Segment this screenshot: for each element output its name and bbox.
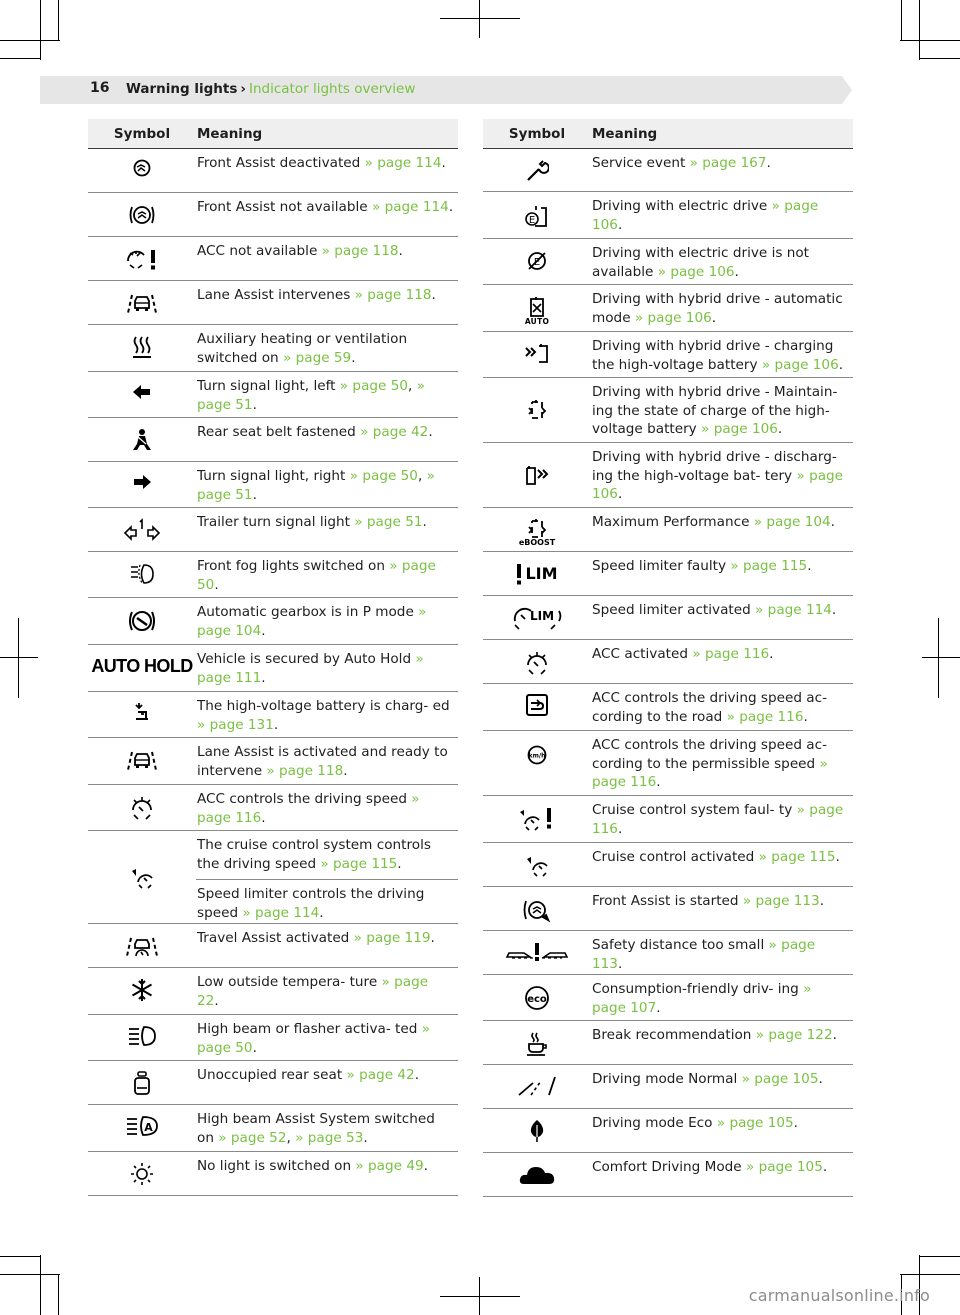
row-meaning: ACC activated » page 116. [592,646,774,662]
page-reference-link[interactable]: » page 119 [353,930,431,946]
mode-normal-icon [517,1075,557,1097]
crop-mark [58,0,59,40]
page-reference-link[interactable]: » page 114 [242,905,320,922]
svg-text:LIM: LIM [529,608,555,623]
row-meaning: No light is switched on » page 49. [197,1158,428,1174]
row-meaning: Turn signal light, left » page 50, » page 51. [197,378,425,413]
row-meaning: Front Assist is started » page 113. [592,893,825,909]
breadcrumb-separator: › [240,81,246,97]
crop-mark [919,1255,920,1315]
page-reference-link[interactable]: » page 118 [354,287,432,303]
front-assist-started-icon [522,897,552,923]
page-reference-link[interactable]: » page 42 [360,424,429,440]
hybrid-auto-icon [527,296,547,318]
table-row [483,1109,853,1153]
table-row [483,975,853,1021]
crop-mark [920,58,960,59]
svg-text:A: A [144,1121,153,1134]
table-row [483,931,853,975]
crop-mark [58,1275,59,1315]
table-row [483,378,853,443]
svg-text:km/h: km/h [528,752,546,760]
row-meaning: Driving with hybrid drive - Maintain- ing the state of charge of the high- voltage battery » page 106. [592,384,838,438]
row-meaning: Lane Assist is activated and ready to intervene » page 118. [197,744,448,779]
row-meaning: Front fog lights switched on » page 50. [197,558,436,593]
table-row [88,924,458,968]
table-row [88,462,458,508]
page-reference-link[interactable]: » page 50 [197,558,436,593]
table-row [88,968,458,1015]
page-reference-link[interactable]: » page 115 [730,558,808,574]
row-meaning: Lane Assist intervenes » page 118. [197,287,436,303]
page-reference-link[interactable]: » page 115 [320,855,398,872]
svg-text:E: E [533,257,541,268]
table-row [88,831,458,924]
snowflake-icon [130,978,154,1002]
eco-driving-icon [524,985,550,1011]
table-row [483,1153,853,1197]
row-meaning: Driving mode Normal » page 105. [592,1071,823,1087]
table-row [483,596,853,640]
speedometer-arrow-icon [129,865,155,889]
page-number: 16 [90,80,110,96]
row-meaning: Break recommendation » page 122. [592,1027,837,1043]
wrench-icon [525,159,549,183]
row-meaning: High beam Assist System switched on » page 52, » page 53. [197,1111,435,1146]
page-reference-link[interactable]: » page 53 [295,1129,364,1146]
row-meaning: Comfort Driving Mode » page 105. [592,1159,828,1175]
hybrid-charging-icon [524,342,550,364]
table-row [483,552,853,596]
page-reference-link[interactable]: » page 105 [745,1159,823,1175]
row-meaning: Cruise control system faul- ty » page 116. [592,802,844,837]
table-row [88,418,458,462]
crop-mark [920,1256,960,1257]
table-row [88,692,458,738]
crop-mark [479,0,480,38]
page-reference-link[interactable]: » page 113 [742,893,820,909]
page-reference-link[interactable]: » page 116 [592,802,844,837]
table-row [88,193,458,237]
table-row [88,281,458,325]
electric-drive-icon [523,202,551,230]
eboost-icon [525,518,549,538]
page-reference-link[interactable]: » page 104 [197,604,427,639]
turn-signal-right-icon [132,472,152,492]
row-meaning: The cruise control system controls the driving speed » page 115. [197,837,431,872]
page-reference-link[interactable]: » page 104 [753,514,831,530]
row-meaning: Speed limiter faulty » page 115. [592,558,812,574]
table-row [88,508,458,552]
row-meaning: ACC not available » page 118. [197,243,403,259]
table-row [483,443,853,508]
page-reference-link[interactable]: » page 107 [592,981,812,1016]
acc-not-available-icon [124,247,160,271]
table-row [88,237,458,281]
table-row [88,1061,458,1105]
row-meaning: Maximum Performance » page 104. [592,514,835,530]
breadcrumb-subsection[interactable]: Indicator lights overview [249,81,416,97]
crop-mark [900,40,960,41]
coffee-cup-icon [525,1031,549,1057]
turn-signal-left-icon [132,382,152,402]
table-row [483,731,853,796]
acc-activated-icon [523,650,551,676]
page-reference-link[interactable]: » page 113 [592,937,816,972]
high-beam-icon [127,1025,157,1047]
row-meaning: Front Assist not available » page 114. [197,199,454,215]
row-meaning: The high-voltage battery is charg- ed » page 131. [197,698,450,733]
page-reference-link[interactable]: » page 106 [657,263,735,280]
trailer-turn-signal-icon [123,518,161,542]
row-meaning: Unoccupied rear seat » page 42. [197,1067,420,1083]
row-meaning: Safety distance too small » page 113. [592,937,816,972]
page-reference-link[interactable]: » page 116 [726,708,804,725]
table-row [88,372,458,418]
page-reference-link[interactable]: » page 111 [197,651,424,686]
no-light-icon [130,1162,154,1186]
page-reference-link[interactable]: » page 22 [197,974,429,1009]
auto-hold-icon: AUTO HOLD [91,656,193,676]
table-row [483,684,853,731]
cloud-icon [519,1163,555,1185]
meaning-column-header: Meaning [197,125,263,142]
page-reference-link[interactable]: » page 115 [758,849,836,865]
table-row [88,552,458,598]
row-meaning: ACC controls the driving speed » page 116. [197,791,420,826]
row-meaning: Driving with electric drive » page 106. [592,198,819,233]
table-row [483,192,853,239]
table-row [483,285,853,332]
table-row [483,149,853,192]
crop-mark [0,1256,40,1257]
acc-permissible-speed-icon [527,745,547,765]
table-row [88,598,458,645]
page-reference-link[interactable]: » page 106 [761,356,839,373]
speed-limiter-activated-icon [511,605,563,631]
row-meaning: Cruise control activated » page 115. [592,849,840,865]
page-reference-link[interactable]: » page 106 [592,467,844,503]
row-meaning: Service event » page 167. [592,155,771,171]
row-meaning: Turn signal light, right » page 50, » page 51. [197,468,435,503]
breadcrumb [126,81,415,97]
electric-drive-unavailable-icon [525,249,549,273]
cruise-control-activated-icon [524,853,550,877]
row-meaning: Driving mode Eco » page 105. [592,1115,798,1131]
row-meaning: ACC controls the driving speed ac- cording to the road » page 116. [592,690,827,725]
row-meaning: Driving with electric drive is not available » page 106. [592,245,810,280]
travel-assist-icon [123,934,161,958]
watermark: carmanualsonline.info [748,1286,930,1305]
page-reference-link[interactable]: » page 50 [197,1021,431,1056]
row-meaning: Trailer turn signal light » page 51. [197,514,427,530]
row-meaning: Speed limiter controls the driving speed » page 114. [196,879,458,928]
crop-mark [40,0,41,60]
row-meaning: Consumption-friendly driv- ing » page 107. [592,981,812,1016]
hybrid-discharging-icon [524,464,550,486]
table-row [483,508,853,552]
page-reference-link[interactable]: » page 59 [282,349,352,366]
meaning-column-header: Meaning [592,125,658,142]
row-meaning: Speed limiter activated » page 114. [592,602,837,618]
indicator-table-left [88,119,458,1196]
page-reference-link[interactable]: » page 106 [634,309,712,326]
front-assist-off-icon [130,159,154,185]
crop-mark [0,1274,60,1275]
hybrid-maintain-icon [525,398,549,422]
page-reference-link[interactable]: » page 50 [349,468,418,484]
page-reference-link[interactable]: » page 42 [346,1067,415,1083]
table-row [483,796,853,843]
row-meaning: Rear seat belt fastened » page 42. [197,424,433,440]
unoccupied-seat-icon [132,1071,152,1097]
page-reference-link[interactable]: » page 49 [355,1158,424,1174]
rear-seat-belt-icon [131,428,153,452]
svg-text:E: E [528,215,536,226]
table-row [88,1015,458,1061]
table-header [88,119,458,149]
page-reference-link[interactable]: » page 50 [339,378,409,394]
table-row [483,843,853,887]
table-row [483,887,853,931]
lane-assist-ready-icon [124,748,160,772]
symbol-column-header: Symbol [508,125,566,142]
front-assist-unavailable-icon [128,203,156,227]
page-reference-link[interactable]: » page 116 [592,755,828,791]
table-row [483,640,853,684]
crop-mark [901,0,902,40]
crop-mark [18,618,19,698]
row-meaning: Vehicle is secured by Auto Hold » page 111. [197,651,424,686]
page-reference-link[interactable]: » page 167 [689,155,767,171]
battery-charging-icon [132,702,152,724]
table-row [88,325,458,372]
crop-mark [479,1277,480,1315]
table-row [483,1021,853,1065]
crop-mark [40,1255,41,1315]
crop-mark [0,58,40,59]
page-reference-link[interactable]: » page 118 [321,243,399,259]
cruise-control-faulty-icon [519,806,555,832]
eboost-label: eBOOST [518,538,556,547]
page-reference-link[interactable]: » page 116 [197,791,420,826]
page-reference-link[interactable]: » page 131 [197,716,274,733]
speed-limiter-faulty-icon [516,563,522,585]
row-meaning: High beam or flasher activa- ted » page 50. [197,1021,431,1056]
breadcrumb-section[interactable]: Warning lights [126,81,238,97]
auxiliary-heating-icon [132,335,152,361]
table-row [88,149,458,193]
acc-controls-speed-icon [128,795,156,821]
indicator-table-right [483,119,853,1197]
table-row [88,1105,458,1152]
symbol-column-header: Symbol [113,125,171,142]
page-reference-link[interactable]: » page 51 [197,468,435,503]
row-meaning: Driving with hybrid drive - automatic mode » page 106. [592,291,843,326]
page-reference-link[interactable]: » page 52 [218,1129,287,1146]
page-reference-link[interactable]: » page 105 [716,1115,794,1131]
front-fog-lights-icon [129,562,155,586]
crop-mark [0,40,60,41]
row-meaning: Auxiliary heating or ventilation switched on » page 59. [197,331,408,366]
row-meaning: Driving with hybrid drive - charging the high-voltage battery » page 106. [592,338,844,373]
page-reference-link[interactable]: » page 114 [755,602,832,618]
row-meaning: Front Assist deactivated » page 114. [197,155,446,171]
page-reference-link[interactable]: » page 106 [592,198,819,233]
page-reference-link[interactable]: » page 122 [755,1027,833,1043]
row-meaning: Driving with hybrid drive - discharg- ing the high-voltage bat- tery » page 106. [592,449,844,503]
row-meaning: Travel Assist activated » page 119. [197,930,435,946]
page-reference-link[interactable]: » page 51 [354,514,423,530]
leaf-icon [529,1119,545,1143]
row-meaning: Low outside tempera- ture » page 22. [197,974,429,1009]
crop-mark [0,657,38,658]
table-row [88,785,458,831]
gearbox-p-icon [127,608,157,634]
page-reference-link[interactable]: » page 105 [741,1071,819,1087]
page-reference-link[interactable]: » page 114 [364,155,442,171]
crop-mark [440,18,520,19]
page-reference-link[interactable]: » page 114 [371,199,449,215]
table-row [88,645,458,692]
row-meaning: ACC controls the driving speed ac- cording to the permissible speed » page 116. [592,737,828,791]
safety-distance-icon [506,941,568,965]
crop-mark [938,618,939,698]
table-row [88,1152,458,1196]
svg-text:eco: eco [527,994,547,1005]
crop-mark [919,0,920,60]
table-row [483,1065,853,1109]
table-row [88,738,458,785]
row-meaning: Automatic gearbox is in P mode » page 104. [197,604,427,639]
page-reference-link[interactable]: » page 51 [197,378,425,413]
table-row [483,239,853,285]
crop-mark [440,1296,520,1297]
page-reference-link[interactable]: » page 118 [266,762,344,779]
table-header [483,119,853,149]
table-row [483,332,853,378]
acc-road-icon [526,694,548,716]
high-beam-assist-icon [125,1115,159,1137]
page-reference-link[interactable]: » page 106 [701,421,778,438]
lane-assist-intervenes-icon [124,291,160,315]
page-reference-link[interactable]: » page 116 [692,646,770,662]
speed-limiter-label: LIM [525,564,558,583]
hybrid-auto-label: AUTO [524,317,550,326]
crop-mark [900,1274,960,1275]
crop-mark [922,657,960,658]
